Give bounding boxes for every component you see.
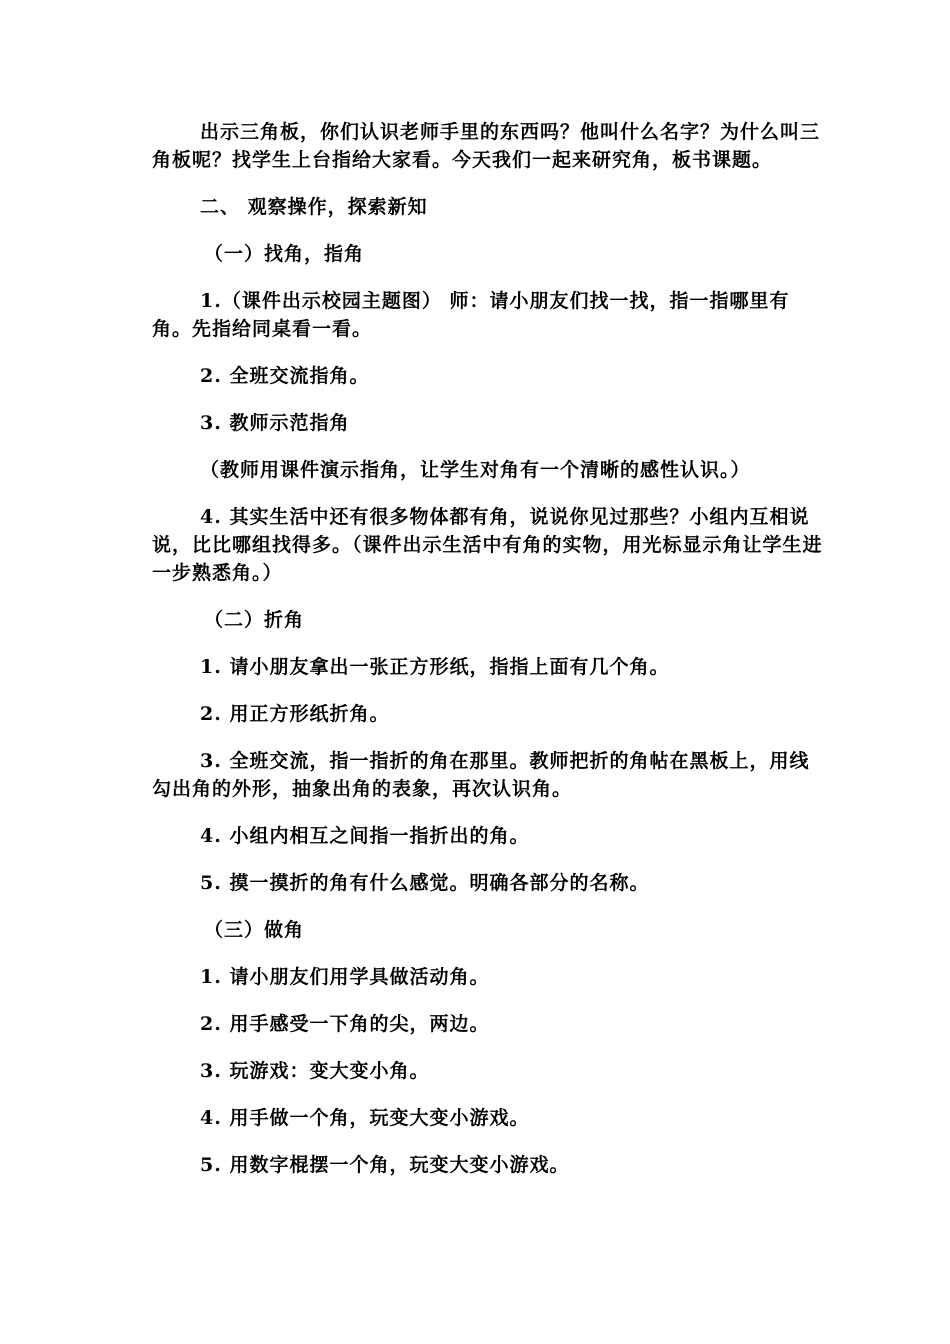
subsection-heading: （一）找角，指角 [204,243,365,265]
list-item: 4. 用手做一个角，玩变大变小游戏。 [200,1107,530,1129]
note-paragraph: （教师用课件演示指角，让学生对角有一个清晰的感性认识。） [200,459,751,481]
list-item: 2. 用手感受一下角的尖，两边。 [200,1013,490,1035]
list-item: 4. 小组内相互之间指一指折出的角。 [200,825,530,847]
subsection-heading: （二）折角 [204,609,305,631]
document-page [152,118,824,1179]
list-item: 2. 用正方形纸折角。 [200,703,390,725]
section-heading: 二、 观察操作，探索新知 [200,196,428,218]
list-item: 3. 教师示范指角 [200,412,350,434]
list-item: 4. 其实生活中还有很多物体都有角，说说你见过那些？小组内互相说说，比比哪组找得多。（课件出示生活中有角的实物，用光标显示角让学生进一步熟悉角。） [152,506,823,584]
list-item: 3. 全班交流，指一指折的角在那里。教师把折的角帖在黑板上，用线勾出角的外形，抽象出角的表象，再次认识角。 [152,750,810,800]
list-item: 3. 玩游戏：变大变小角。 [200,1060,430,1082]
list-item: 1. 请小朋友拿出一张正方形纸，指指上面有几个角。 [200,656,670,678]
list-item: 5. 摸一摸折的角有什么感觉。明确各部分的名称。 [200,872,650,894]
intro-paragraph: 出示三角板，你们认识老师手里的东西吗？他叫什么名字？为什么叫三角板呢？找学生上台指给大家看。今天我们一起来研究角，板书课题。 [152,121,821,171]
list-item: 5. 用数字棍摆一个角，玩变大变小游戏。 [200,1154,570,1176]
list-item: 1.（课件出示校园主题图） 师：请小朋友们找一找，指一指哪里有角。先指给同桌看一看。 [152,290,790,340]
subsection-heading: （三）做角 [204,919,305,941]
list-item: 1. 请小朋友们用学具做活动角。 [200,966,490,988]
list-item: 2. 全班交流指角。 [200,365,370,387]
